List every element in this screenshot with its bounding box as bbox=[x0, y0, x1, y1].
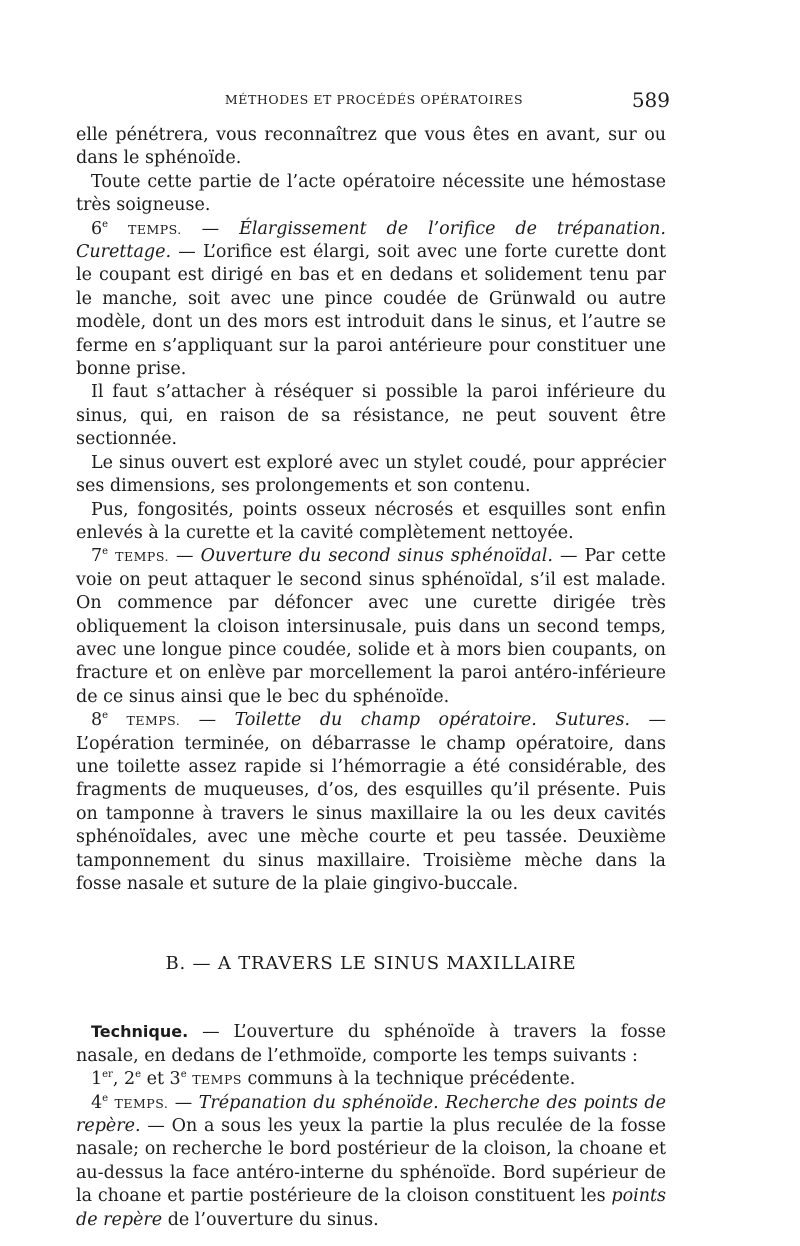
dash: — bbox=[168, 1092, 199, 1113]
step-title: Trépanation du sphénoïde. Recherche des points de repère. bbox=[76, 1092, 666, 1137]
step-number: 1 bbox=[91, 1069, 103, 1090]
step-number: 7 bbox=[91, 546, 103, 567]
paragraph: Il faut s’attacher à réséquer si possible la paroi inférieure du sinus, qui, en raison de sa résistance, ne peut souvent être sectionnée. bbox=[76, 382, 666, 450]
paragraph-common-steps bbox=[76, 1068, 666, 1091]
step-body: — L’opération terminée, on débarrasse le champ opératoire, dans une toilette assez rapide si l’hémorragie a été considérable, des fragments de muqueuses, d’os, des esquilles qu’il présente. Puis on tamponne à travers le sinus maxillaire la ou les deux cavités sphénoïdales, avec une mèche courte et peu tassée. Deuxième tamponnement du sinus maxillaire. Troisième mèche dans la fosse nasale et suture de la plaie gingivo-buccale. bbox=[76, 710, 666, 894]
step-ordinal: e bbox=[102, 218, 109, 230]
step-label: TEMPS bbox=[192, 1072, 242, 1088]
paragraph-step-6 bbox=[76, 218, 666, 382]
step-title: Toilette du champ opératoire. Sutures. bbox=[234, 710, 631, 731]
step-ordinal: er bbox=[102, 1069, 113, 1081]
section-heading: B. — A TRAVERS LE SINUS MAXILLAIRE bbox=[165, 953, 577, 975]
step-label: TEMPS. bbox=[127, 221, 182, 237]
step-ordinal: e bbox=[102, 546, 109, 558]
step-title: Ouverture du second sinus sphénoïdal. bbox=[200, 546, 553, 567]
step-ordinal: e bbox=[102, 710, 109, 722]
step-label: TEMPS. bbox=[114, 1095, 169, 1111]
paragraph: elle pénétrera, vous reconnaîtrez que vous êtes en avant, sur ou dans le sphénoïde. bbox=[76, 125, 666, 169]
running-title: MÉTHODES ET PROCÉDÉS OPÉRATOIRES bbox=[224, 92, 524, 107]
step-label: TEMPS. bbox=[126, 713, 181, 729]
paragraph: Le sinus ouvert est exploré avec un stylet coudé, pour apprécier ses dimensions, ses prolongements et son contenu. bbox=[76, 452, 666, 497]
step-number: , 2 bbox=[112, 1069, 136, 1090]
italic-term: points de repère bbox=[76, 1186, 666, 1230]
step-body: — Par cette voie on peut attaquer le second sinus sphénoïdal, s’il est malade. On commence par défoncer avec une curette dirigée très obliquement la cloison intersinusale, puis dans un second temps, avec une longue pince coudée, solide et à mors bien coupants, on fracture et on enlève par morcellement la paroi antéro-inférieure de ce sinus ainsi que le bec du sphénoïde. bbox=[76, 546, 666, 707]
step-ordinal: e bbox=[180, 1069, 187, 1081]
technique-label: Technique. bbox=[91, 1022, 189, 1042]
technique-body: — L’ouverture du sphénoïde à travers la fosse nasale, en dedans de l’ethmoïde, comporte les temps suivants : bbox=[76, 1022, 666, 1066]
paragraph: Toute cette partie de l’acte opératoire nécessite une hémostase très soigneuse. bbox=[76, 171, 666, 216]
paragraph: Pus, fongosités, points osseux nécrosés et esquilles sont enfin enlevés à la curette et la cavité complètement nettoyée. bbox=[76, 499, 666, 543]
body-text bbox=[76, 124, 666, 1232]
page-number: 589 bbox=[631, 88, 670, 112]
step-body: — L’orifice est élargi, soit avec une forte curette dont le coupant est dirigé en bas et en dedans et solidement tenu par le manche, soit avec une pince coudée de Grünwald ou autre modèle, dont un des mors est introduit dans le sinus, et l’autre se ferme en s’appliquant sur la paroi antérieure pour constituer une bonne prise. bbox=[76, 242, 666, 380]
running-head bbox=[78, 88, 670, 114]
paragraph-step-8 bbox=[76, 709, 666, 896]
step-label: TEMPS. bbox=[115, 549, 169, 565]
step-number: 4 bbox=[91, 1092, 103, 1113]
step-number: 6 bbox=[91, 218, 103, 239]
dash: — bbox=[181, 218, 240, 239]
paragraph-technique bbox=[76, 1020, 666, 1068]
step-body: — On a sous les yeux la partie la plus reculée de la fosse nasale; on recherche le bord postérieur de la cloison, la choane et au-dessus la face antéro-interne du sphénoïde. Bord supérieur de la choane et partie postérieure de la cloison constituent les bbox=[76, 1116, 666, 1207]
step-ordinal: e bbox=[135, 1069, 142, 1081]
step-number: 8 bbox=[91, 710, 103, 731]
spacer bbox=[76, 976, 666, 1020]
spacer bbox=[76, 896, 666, 952]
paragraph-step-7 bbox=[76, 545, 666, 709]
paragraph-step-4 bbox=[76, 1092, 666, 1232]
step-number: et 3 bbox=[141, 1069, 181, 1090]
step-body: communs à la technique précédente. bbox=[241, 1069, 576, 1090]
step-body-end: de l’ouverture du sinus. bbox=[162, 1209, 379, 1230]
dash: — bbox=[168, 546, 201, 567]
step-ordinal: e bbox=[102, 1092, 109, 1104]
step-title: Élargissement de l’orifice de trépanation. Curettage. bbox=[76, 218, 666, 263]
dash: — bbox=[180, 710, 235, 731]
